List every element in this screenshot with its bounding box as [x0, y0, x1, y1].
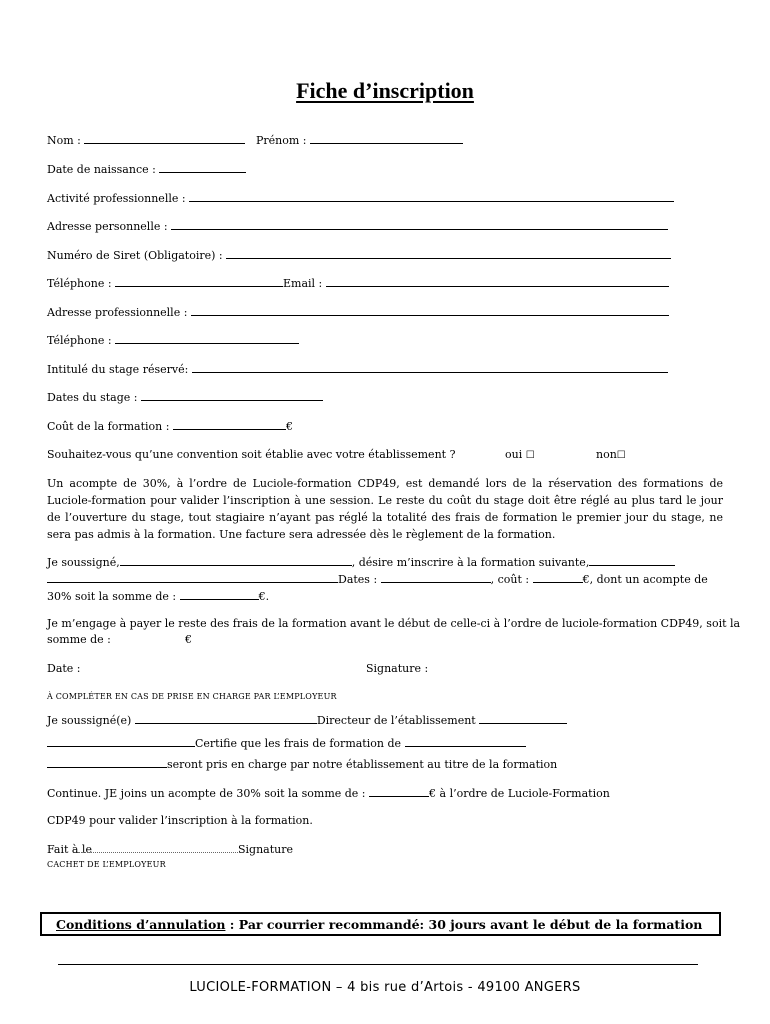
adresse-perso-row [47, 219, 668, 234]
adresse-pro-field[interactable] [191, 305, 669, 316]
footer-divider [58, 964, 698, 965]
soussigne-line-1 [47, 555, 675, 570]
engagement-somme-row [47, 633, 111, 647]
seront-row [47, 757, 557, 772]
convention-question: Souhaitez-vous qu’une convention soit établie avec votre établissement ? [47, 448, 456, 461]
seront-label: seront pris en charge par notre établissement au titre de la formation [167, 758, 558, 771]
telephone2-row [47, 333, 299, 348]
dates-stage-row [47, 390, 323, 405]
prenom-field[interactable] [310, 133, 463, 144]
directeur-field[interactable] [479, 713, 567, 724]
directeur-label: Directeur de l’établissement [316, 714, 476, 727]
email-label: Email : [283, 277, 323, 290]
employer-soussigne-row [47, 713, 567, 728]
certifie-name-field[interactable] [47, 736, 195, 747]
cout-inline-label: , coût : [490, 573, 530, 586]
convention-oui[interactable] [505, 448, 535, 463]
siret-row [47, 248, 671, 263]
non-checkbox-icon[interactable]: ☐ [616, 450, 626, 461]
signature-label: Signature : [366, 662, 429, 675]
intitule-field[interactable] [192, 362, 668, 373]
engagement-somme-label: somme de : [47, 633, 111, 646]
engagement-text: Je m’engage à payer le reste des frais de la formation avant le début de celle-ci à l’ordre de luciole-formation CDP49, soit la [47, 617, 741, 630]
continue-label: Continue. JE joins un acompte de 30% soit la somme de : [47, 787, 366, 800]
employer-soussigne-label: Je soussigné(e) [47, 714, 132, 727]
dates-stage-field[interactable] [141, 390, 323, 401]
soussigne-line-3 [47, 589, 269, 604]
adresse-perso-field[interactable] [171, 219, 668, 230]
telephone-field[interactable] [115, 276, 283, 287]
telephone-label: Téléphone : [47, 277, 112, 290]
non-label: non [596, 448, 617, 461]
soussigne-line-2 [47, 572, 708, 587]
continue-field[interactable] [369, 786, 429, 797]
employer-signature-label: Signature [237, 843, 293, 856]
adresse-pro-row [47, 305, 669, 320]
telephone2-field[interactable] [115, 333, 299, 344]
continue-row [47, 786, 610, 801]
cout-field[interactable] [173, 419, 286, 430]
formation-field-2[interactable] [47, 572, 338, 583]
convention-non[interactable] [596, 448, 626, 463]
ordre-label: € à l’ordre de Luciole-Formation [429, 787, 610, 800]
adresse-perso-label: Adresse personnelle : [47, 220, 168, 233]
date-label: Date : [47, 662, 81, 675]
intitule-row [47, 362, 668, 377]
formation-field[interactable] [589, 555, 675, 566]
trente-field[interactable] [180, 589, 259, 600]
seront-field[interactable] [47, 757, 167, 768]
fait-row [47, 842, 293, 857]
certifie-field[interactable] [405, 736, 526, 747]
conditions-box [40, 912, 721, 936]
dates-label: Dates : [338, 573, 378, 586]
email-row [283, 276, 669, 291]
date-naissance-field[interactable] [159, 162, 246, 173]
date-naissance-label: Date de naissance : [47, 163, 156, 176]
cout-euro: € [285, 420, 293, 433]
soussigne-label: Je soussigné, [47, 556, 120, 569]
engagement-euro: € [185, 633, 192, 646]
cdp-text: CDP49 pour valider l’inscription à la formation. [47, 814, 313, 827]
acompte-paragraph: Un acompte de 30%, à l’ordre de Luciole-formation CDP49, est demandé lors de la réservation des formations de Luciole-formation pour valider l’inscription à une session. Le reste du coût du stage doit être réglé au plus tard le jour de l’ouverture du stage, tout stagiaire n’ayant pas réglé la totalité des frais de formation le premier jour du stage, ne sera pas admis à la formation. Une facture sera adressée dès le règlement de la formation. [47, 477, 723, 541]
page-title: Fiche d’inscription [296, 78, 474, 103]
prenom-row [256, 133, 463, 148]
employer-soussigne-field[interactable] [135, 713, 317, 724]
cout-label: Coût de la formation : [47, 420, 170, 433]
footer-address: LUCIOLE-FORMATION – 4 bis rue d’Artois - 49100 ANGERS [189, 980, 581, 995]
fait-label: Fait à le [47, 843, 92, 856]
certifie-row [47, 736, 526, 751]
nom-field[interactable] [84, 133, 245, 144]
nom-row [47, 133, 245, 148]
prenom-label: Prénom : [256, 134, 307, 147]
dates-field[interactable] [381, 572, 491, 583]
oui-checkbox-icon[interactable]: ☐ [525, 450, 535, 461]
oui-label: oui [505, 448, 523, 461]
cachet-label: CACHET DE L’EMPLOYEUR [47, 860, 166, 869]
siret-label: Numéro de Siret (Obligatoire) : [47, 249, 223, 262]
dates-stage-label: Dates du stage : [47, 391, 138, 404]
activite-field[interactable] [189, 191, 674, 202]
cout-row [47, 419, 293, 434]
desire-text: , désire m’inscrire à la formation suivante, [351, 556, 590, 569]
siret-field[interactable] [226, 248, 671, 259]
nom-label: Nom : [47, 134, 81, 147]
fait-field[interactable] [78, 842, 238, 853]
activite-row [47, 191, 674, 206]
certifie-label: Certifie que les frais de formation de [195, 737, 401, 750]
conditions-detail: : Par courrier recommandé: 30 jours avant le début de la formation [225, 917, 703, 932]
conditions-label: Conditions d’annulation [56, 917, 226, 932]
telephone-row [47, 276, 283, 291]
acompte-label: €, dont un acompte de [582, 573, 708, 586]
activite-label: Activité professionnelle : [47, 192, 186, 205]
email-field[interactable] [326, 276, 669, 287]
employer-heading: À COMPLÉTER EN CAS DE PRISE EN CHARGE PAR L’EMPLOYEUR [47, 692, 337, 701]
date-naissance-row [47, 162, 246, 177]
cout-inline-field[interactable] [533, 572, 583, 583]
telephone2-label: Téléphone : [47, 334, 112, 347]
trente-label: 30% soit la somme de : [47, 590, 177, 603]
intitule-label: Intitulé du stage réservé: [47, 363, 189, 376]
adresse-pro-label: Adresse professionnelle : [47, 306, 188, 319]
euro-end: €. [258, 590, 270, 603]
soussigne-name-field[interactable] [120, 555, 352, 566]
conditions-text [56, 917, 702, 932]
